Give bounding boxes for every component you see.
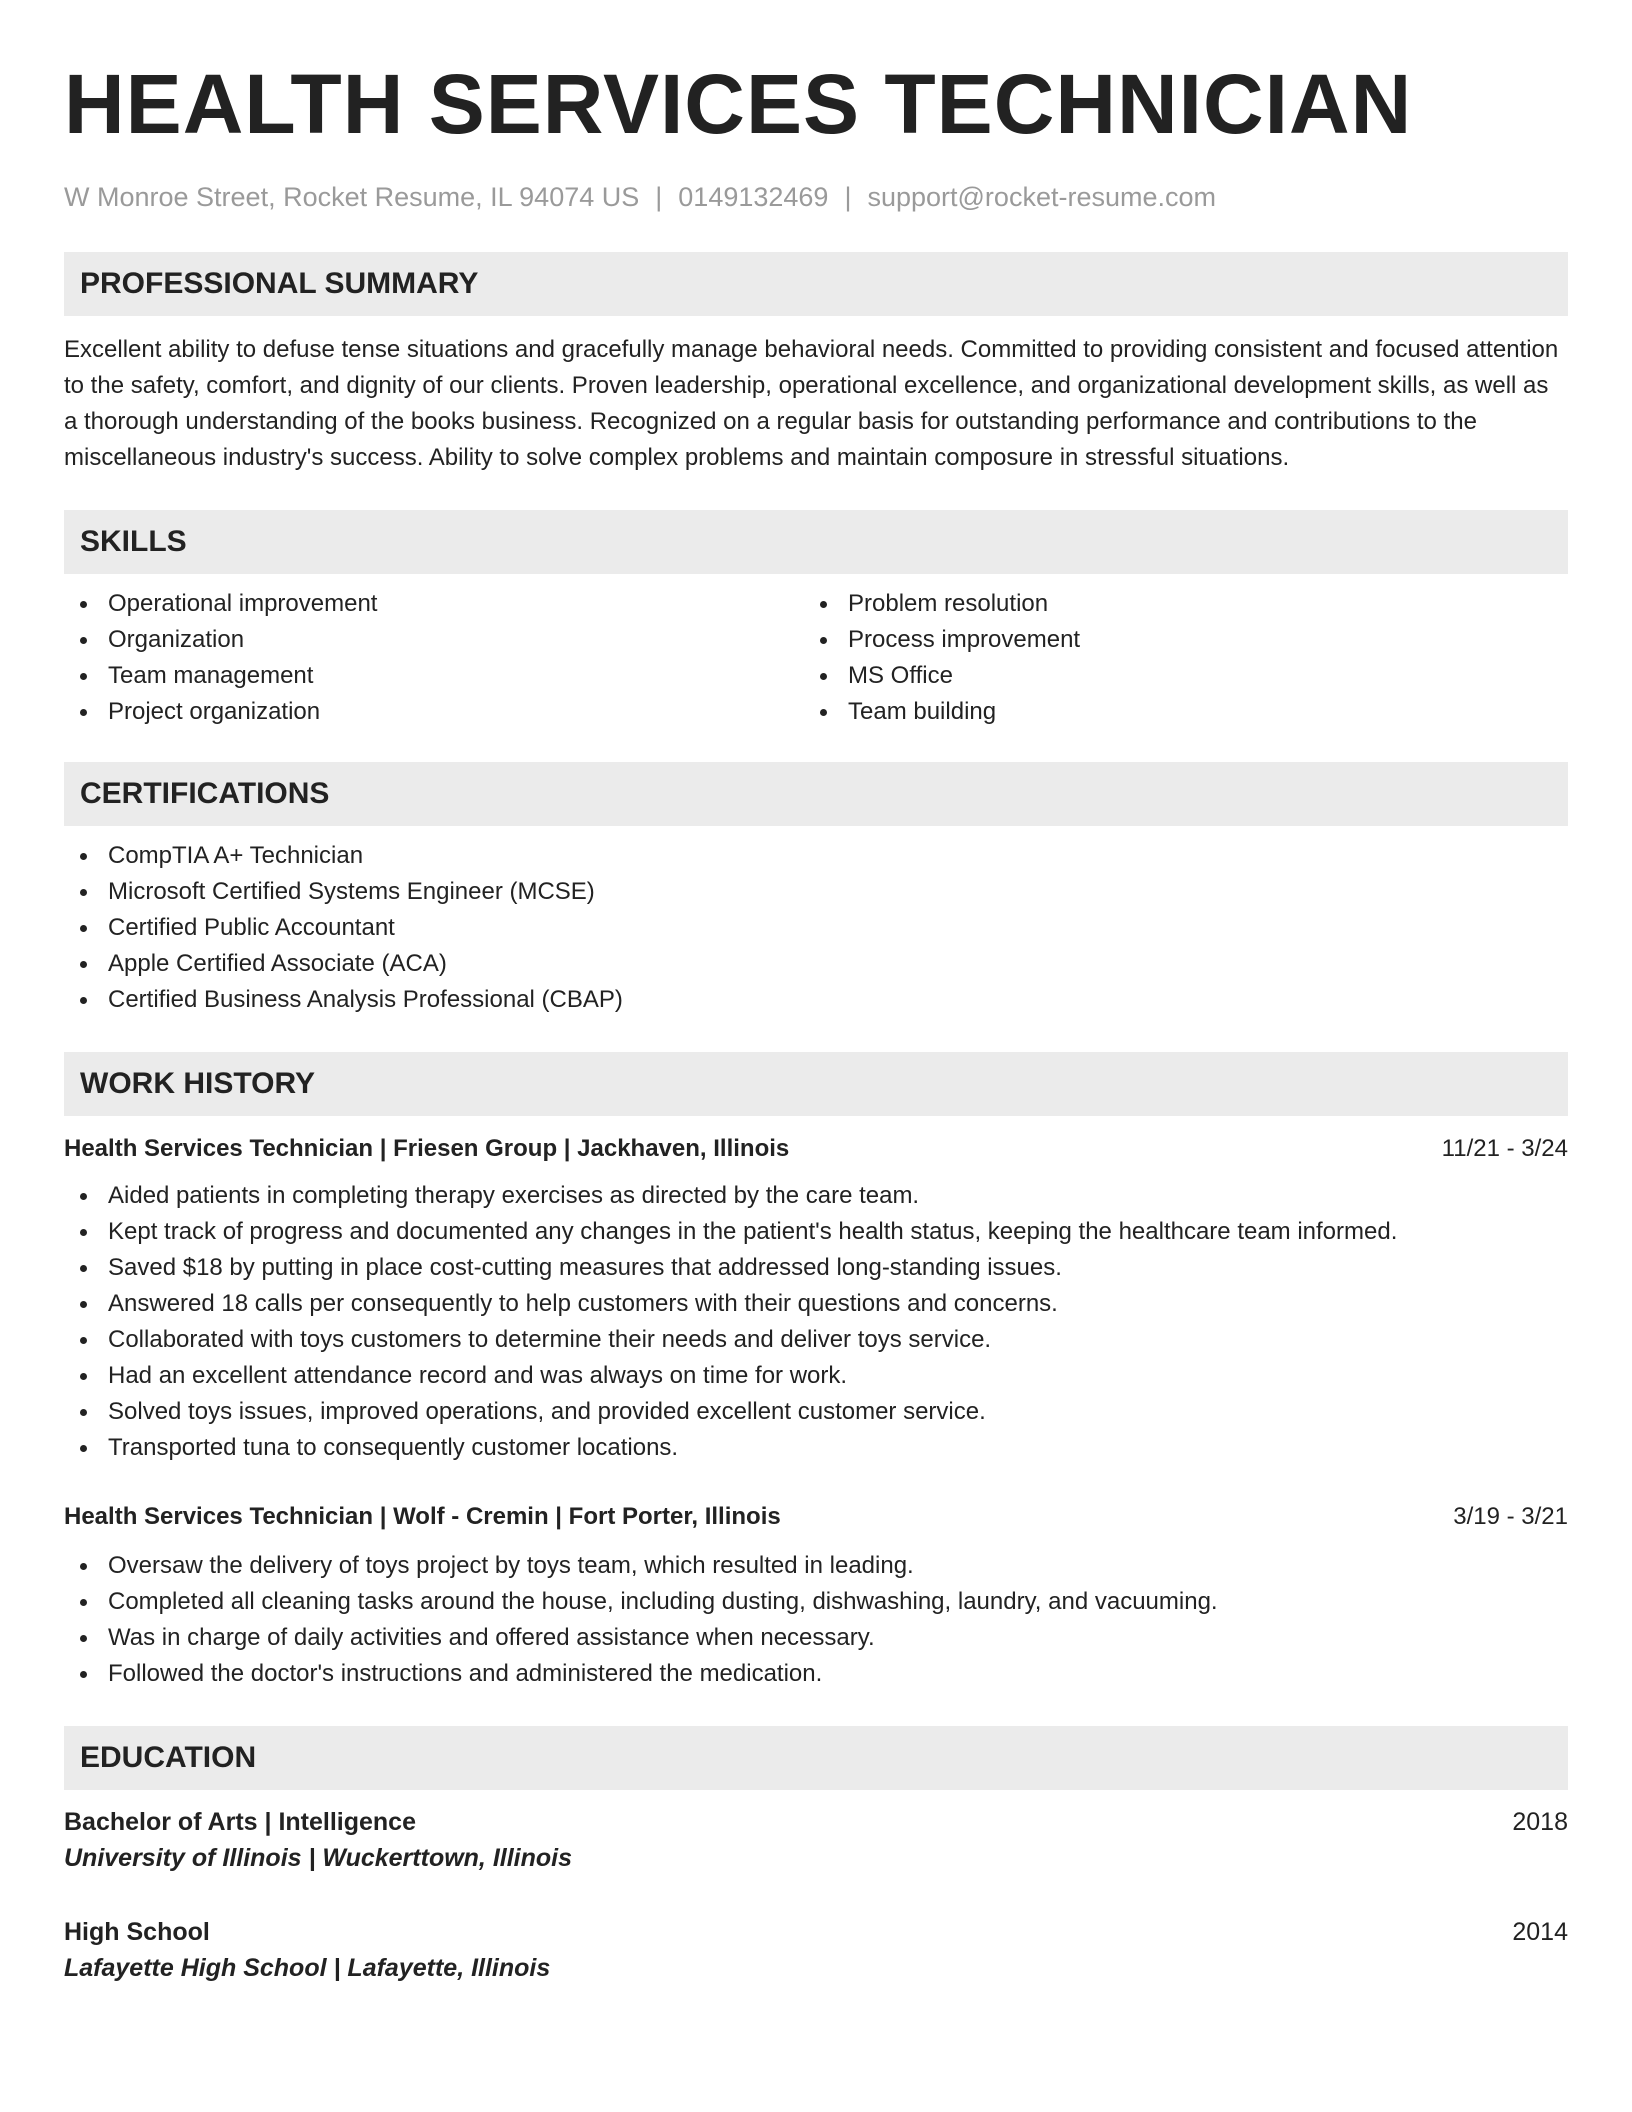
certifications-list [64, 838, 1568, 1018]
contact-phone: 0149132469 [678, 182, 829, 212]
certification-item: CompTIA A+ Technician [64, 838, 1568, 874]
contact-separator: | [655, 182, 663, 212]
contact-line [64, 180, 1568, 214]
education-year: 2014 [1512, 1918, 1568, 1946]
certifications-section-header: CERTIFICATIONS [64, 762, 1568, 826]
skills-right-list [804, 586, 1544, 730]
job-heading-row [64, 1500, 1568, 1534]
skill-item: Organization [64, 622, 804, 658]
education-degree: Bachelor of Arts | Intelligence [64, 1808, 416, 1836]
job-bullets [64, 1548, 1568, 1692]
job-bullet: Solved toys issues, improved operations, and provided excellent customer service. [64, 1394, 1568, 1430]
job-bullet: Collaborated with toys customers to determine their needs and deliver toys service. [64, 1322, 1568, 1358]
education-heading-row [64, 1804, 1568, 1840]
skill-item: Operational improvement [64, 586, 804, 622]
certification-item: Microsoft Certified Systems Engineer (MCSE) [64, 874, 1568, 910]
job-bullet: Followed the doctor's instructions and administered the medication. [64, 1656, 1568, 1692]
job-bullet: Aided patients in completing therapy exercises as directed by the care team. [64, 1178, 1568, 1214]
education-heading-row [64, 1914, 1568, 1950]
job-bullet: Answered 18 calls per consequently to help customers with their questions and concerns. [64, 1286, 1568, 1322]
job-dates: 11/21 - 3/24 [1441, 1135, 1568, 1162]
job-bullet: Oversaw the delivery of toys project by toys team, which resulted in leading. [64, 1548, 1568, 1584]
skill-item: Project organization [64, 694, 804, 730]
education-entry [64, 1914, 1568, 1986]
certification-item: Apple Certified Associate (ACA) [64, 946, 1568, 982]
contact-separator: | [844, 182, 852, 212]
job-bullet: Transported tuna to consequently customer locations. [64, 1430, 1568, 1466]
summary-section-header: PROFESSIONAL SUMMARY [64, 252, 1568, 316]
skills-section-header: SKILLS [64, 510, 1568, 574]
certification-item: Certified Public Accountant [64, 910, 1568, 946]
contact-email: support@rocket-resume.com [867, 182, 1216, 212]
education-school: University of Illinois | Wuckerttown, Illinois [64, 1844, 572, 1872]
job-title: Health Services Technician | Wolf - Cremin | Fort Porter, Illinois [64, 1503, 781, 1530]
candidate-name: HEALTH SERVICES TECHNICIAN [64, 57, 1413, 151]
education-year: 2018 [1512, 1808, 1568, 1836]
education-school: Lafayette High School | Lafayette, Illinois [64, 1954, 551, 1982]
job-dates: 3/19 - 3/21 [1453, 1503, 1568, 1530]
job-heading-row [64, 1132, 1568, 1166]
summary-text: Excellent ability to defuse tense situations and gracefully manage behavioral needs. Committed to providing consistent and focused attention to the safety, comfort, and dignity of our clients. Proven leadership, operational excellence, and organizational development skills, as well as a thorough understanding of the books business. Recognized on a regular basis for outstanding performance and contributions to the miscellaneous industry's success. Ability to solve complex problems and maintain composure in stressful situations. [64, 336, 1559, 471]
work-section-header: WORK HISTORY [64, 1052, 1568, 1116]
job-bullet: Kept track of progress and documented any changes in the patient's health status, keeping the healthcare team informed. [64, 1214, 1568, 1250]
skill-item: MS Office [804, 658, 1544, 694]
job-title: Health Services Technician | Friesen Group | Jackhaven, Illinois [64, 1135, 790, 1162]
contact-address: W Monroe Street, Rocket Resume, IL 94074 US [64, 182, 640, 212]
job-bullet: Was in charge of daily activities and offered assistance when necessary. [64, 1620, 1568, 1656]
skills-grid [64, 586, 1568, 730]
skill-item: Problem resolution [804, 586, 1544, 622]
education-entry [64, 1804, 1568, 1876]
job-bullet: Completed all cleaning tasks around the house, including dusting, dishwashing, laundry, and vacuuming. [64, 1584, 1568, 1620]
job-bullet: Had an excellent attendance record and was always on time for work. [64, 1358, 1568, 1394]
skill-item: Team building [804, 694, 1544, 730]
skill-item: Process improvement [804, 622, 1544, 658]
skill-item: Team management [64, 658, 804, 694]
certification-item: Certified Business Analysis Professional (CBAP) [64, 982, 1568, 1018]
job-bullet: Saved $18 by putting in place cost-cutting measures that addressed long-standing issues. [64, 1250, 1568, 1286]
job-bullets [64, 1178, 1568, 1466]
education-degree: High School [64, 1918, 210, 1946]
skills-left-list [64, 586, 804, 730]
education-section-header: EDUCATION [64, 1726, 1568, 1790]
